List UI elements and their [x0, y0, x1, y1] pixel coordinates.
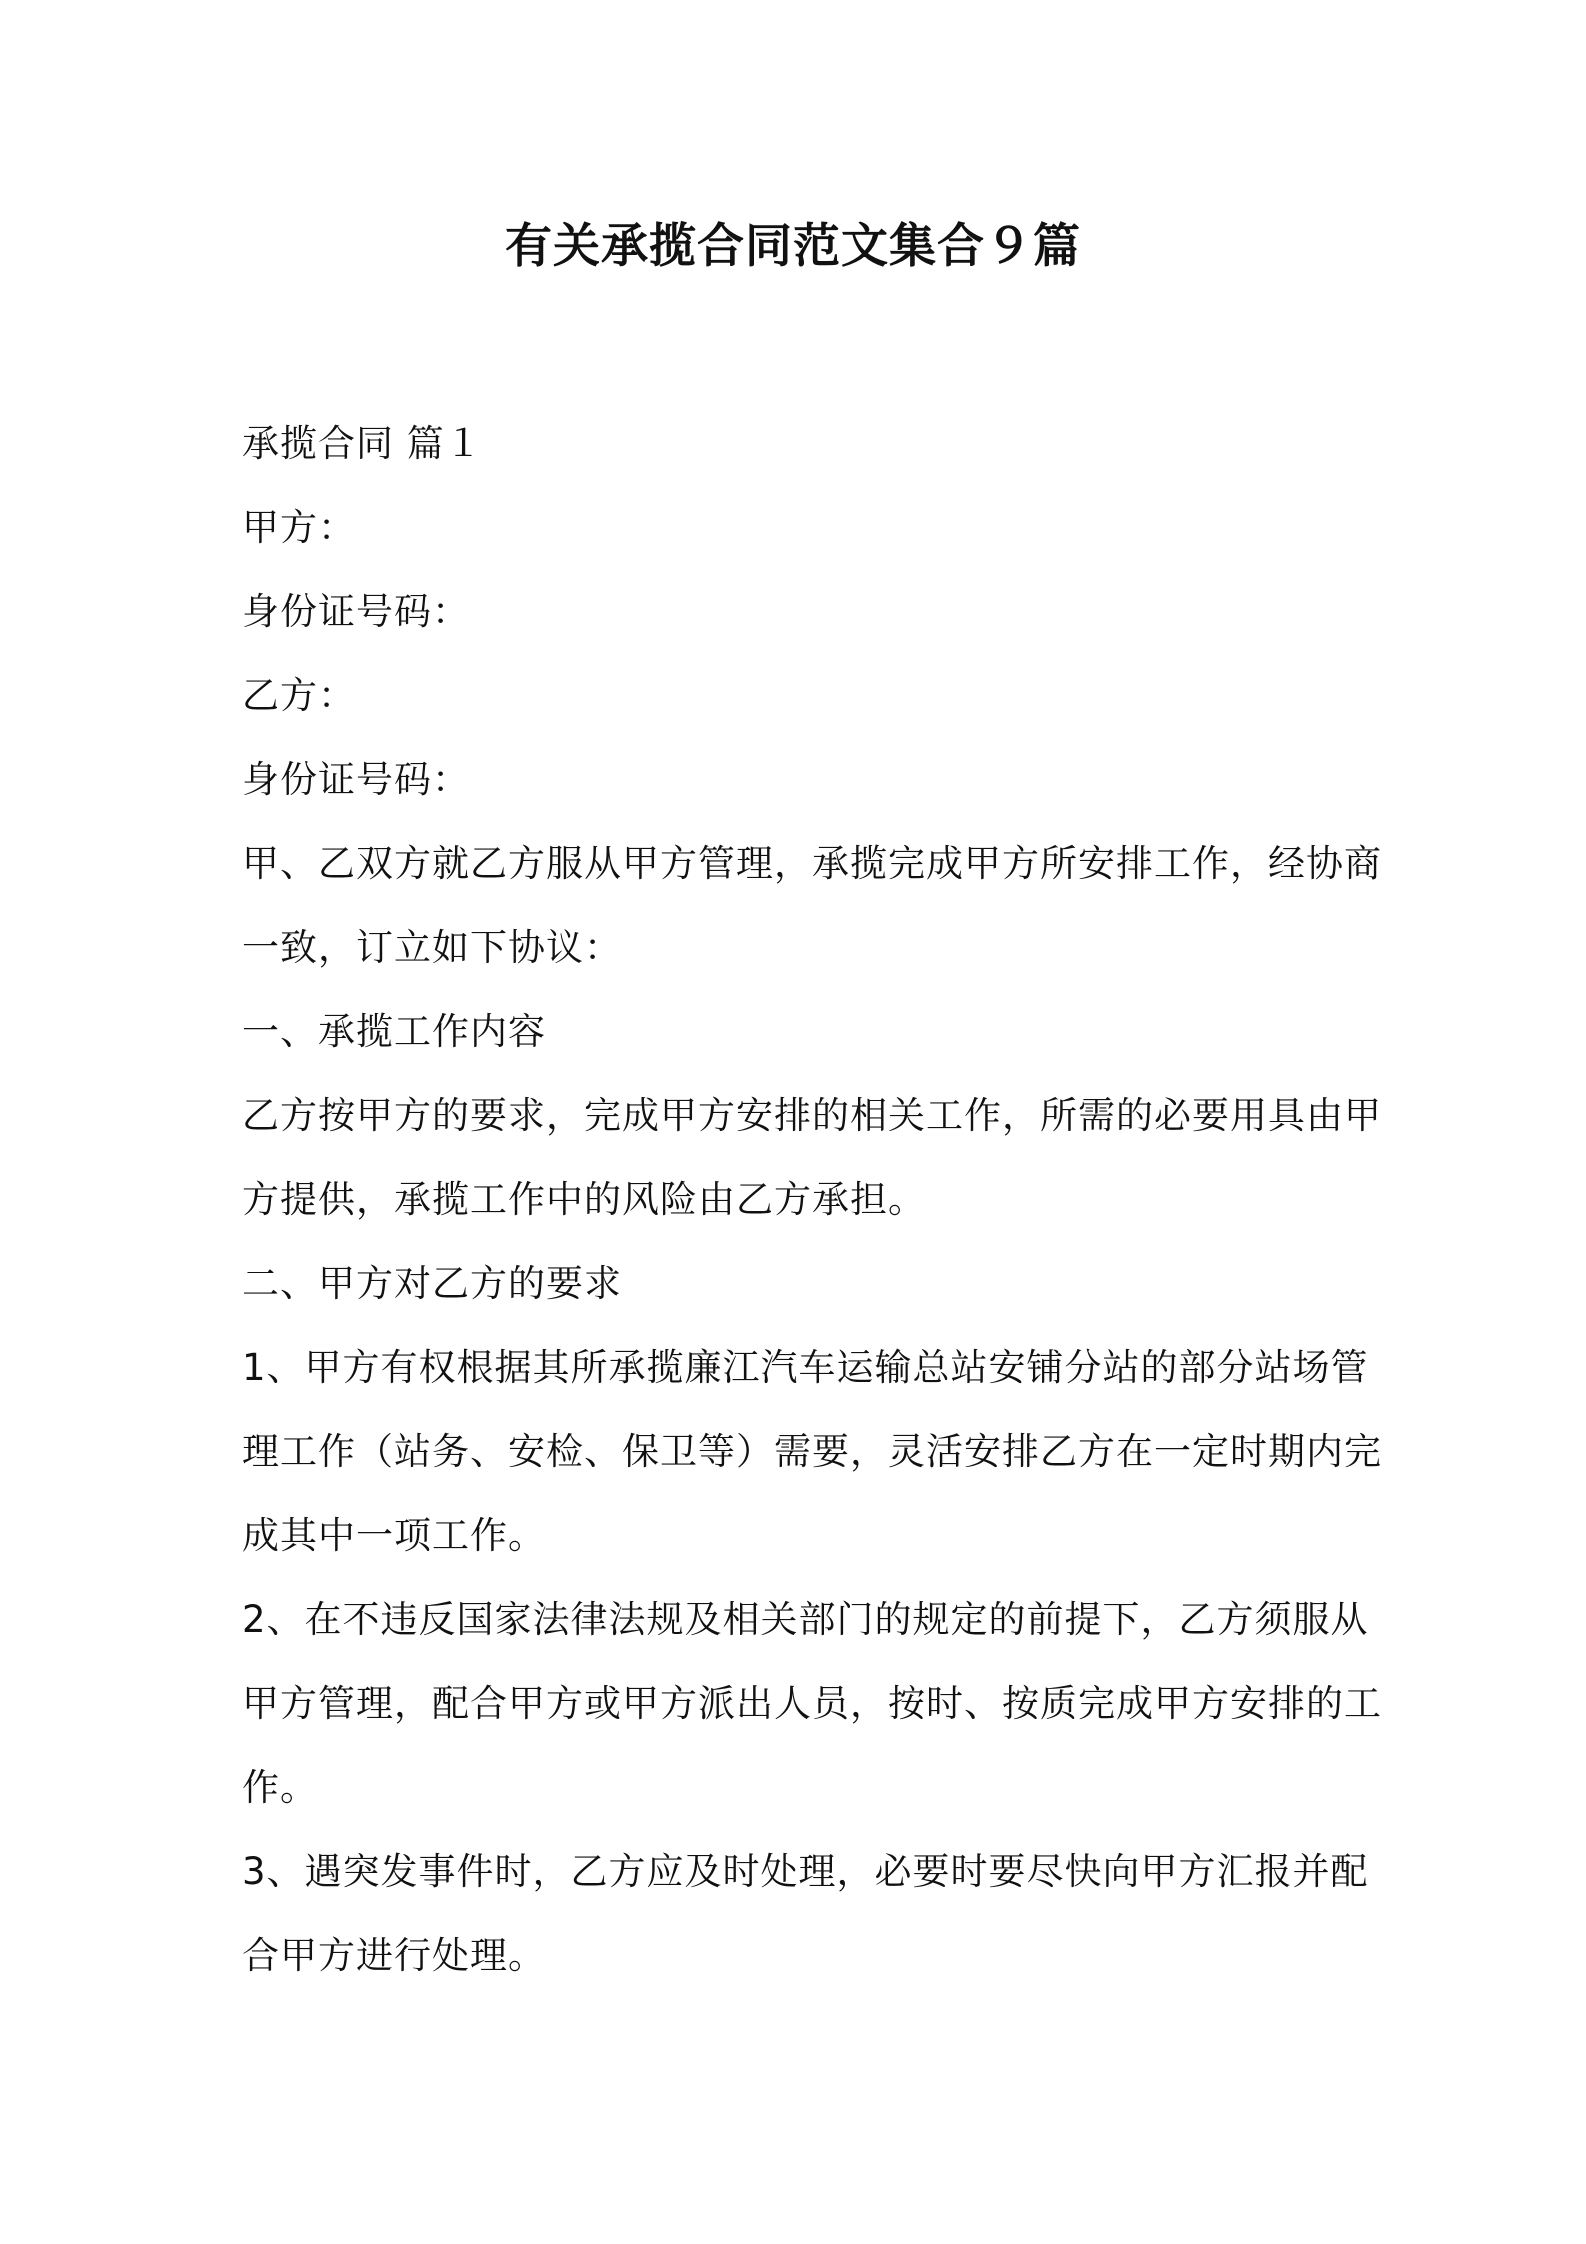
text-line: 成其中一项工作。: [242, 1514, 546, 1557]
text-line: 1、甲方有权根据其所承揽廉江汽车运输总站安铺分站的部分站场管: [242, 1346, 1369, 1389]
text-line: 甲、乙双方就乙方服从甲方管理，承揽完成甲方所安排工作，经协商: [242, 842, 1382, 885]
document-body: [242, 402, 1382, 1998]
text-line: 作。: [242, 1766, 318, 1809]
party-a-label: 甲方：: [242, 506, 356, 549]
text-line: 2、在不违反国家法律法规及相关部门的规定的前提下，乙方须服从: [242, 1598, 1369, 1641]
text-line: 甲方管理，配合甲方或甲方派出人员，按时、按质完成甲方安排的工: [242, 1682, 1382, 1725]
party-b-label: 乙方：: [242, 674, 356, 717]
section-heading-contract-1: 承揽合同 篇１: [242, 422, 483, 465]
clause-heading-2: 二、甲方对乙方的要求: [242, 1262, 622, 1305]
text-line: 合甲方进行处理。: [242, 1934, 546, 1977]
clause-heading-1: 一、承揽工作内容: [242, 1010, 546, 1053]
party-b-id-label: 身份证号码：: [242, 758, 470, 801]
text-line: 乙方按甲方的要求，完成甲方安排的相关工作，所需的必要用具由甲: [242, 1094, 1382, 1137]
text-line: 一致，订立如下协议：: [242, 926, 622, 969]
party-a-id-label: 身份证号码：: [242, 590, 470, 633]
text-line: 3、遇突发事件时，乙方应及时处理，必要时要尽快向甲方汇报并配: [242, 1850, 1369, 1893]
text-line: 理工作（站务、安检、保卫等）需要，灵活安排乙方在一定时期内完: [242, 1430, 1382, 1473]
text-line: 方提供，承揽工作中的风险由乙方承担。: [242, 1178, 926, 1221]
document-title: 有关承揽合同范文集合９篇: [505, 219, 1081, 274]
